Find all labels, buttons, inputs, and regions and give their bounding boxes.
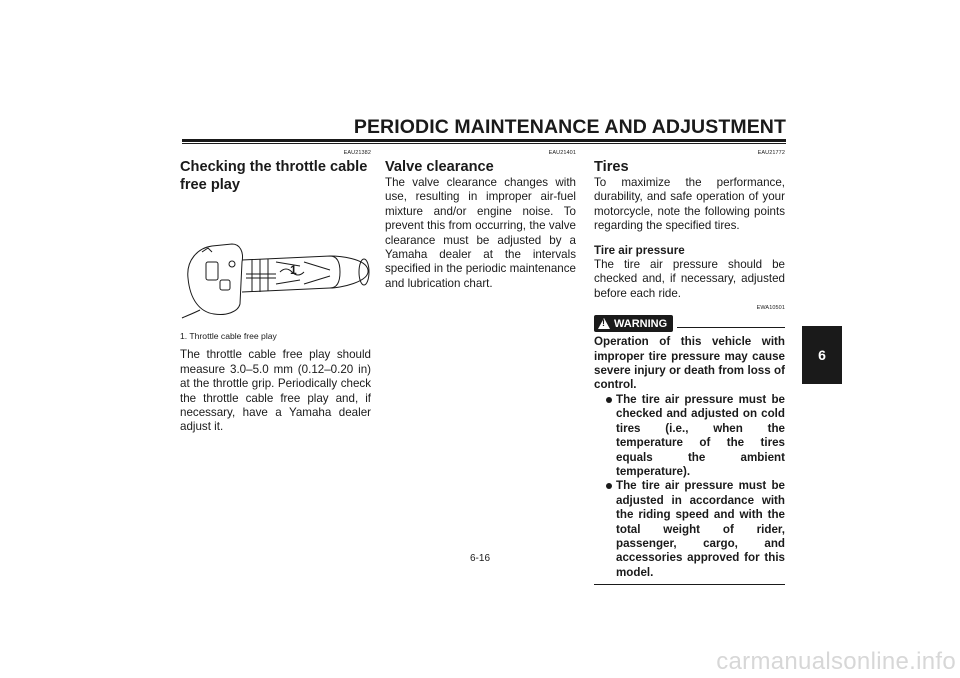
header-rule-thin — [182, 143, 786, 144]
page-title: PERIODIC MAINTENANCE AND ADJUSTMENT — [353, 116, 786, 138]
warning-header — [594, 315, 785, 332]
section-body: The valve clearance changes with use, resulting in improper air-fuel mixture and/or engine noise. To prevent this from occurring, the valve clearance must be adjusted by a Yamaha dealer at the intervals specified in the periodic maintenance and lubrication chart. — [385, 176, 576, 290]
subsection-body: The tire air pressure should be checked and, if necessary, adjusted before each ride. — [594, 258, 785, 300]
section-body: The throttle cable free play should measure 3.0–5.0 mm (0.12–0.20 in) at the throttle grip. Periodically check the throttle cable free play and, if necessary, have a Yamaha dealer adjust it. — [180, 348, 371, 434]
warning-end-rule — [594, 584, 785, 585]
section-code: EAU21401 — [548, 150, 576, 156]
throttle-grip-figure — [180, 200, 371, 320]
column-throttle — [180, 150, 371, 435]
section-code: EAU21772 — [757, 150, 785, 156]
list-item: The tire air pressure must be checked and adjusted on cold tires (i.e., when the temperature of the tires equals the ambient temperature). — [606, 393, 785, 479]
chapter-tab: 6 — [802, 326, 842, 384]
warning-label: WARNING — [614, 317, 668, 330]
subsection-heading: Tire air pressure — [594, 243, 685, 257]
section-heading: Tires — [594, 159, 629, 175]
warning-rule — [677, 327, 785, 328]
figure-caption: 1. Throttle cable free play — [180, 331, 277, 342]
section-body: To maximize the performance, durability, and safe operation of your motorcycle, note the following points regarding the specified tires. — [594, 176, 785, 233]
warning-badge — [594, 315, 673, 332]
figure-callout: 1 — [290, 263, 297, 277]
header-rule-thick — [182, 139, 786, 142]
section-heading: Valve clearance — [385, 159, 494, 175]
warning-text: Operation of this vehicle with improper tire pressure may cause severe injury or death from loss of control. — [594, 335, 785, 392]
warning-code: EWA10501 — [756, 305, 785, 312]
warning-triangle-icon — [598, 318, 610, 329]
watermark: carmanualsonline.info — [716, 648, 956, 675]
list-item: The tire air pressure must be adjusted in accordance with the riding speed and with the total weight of rider, passenger, cargo, and accessories approved for this model. — [606, 479, 785, 580]
column-valve — [385, 150, 576, 291]
page-number: 6-16 — [469, 553, 490, 564]
column-tires — [594, 150, 785, 585]
section-code: EAU21382 — [343, 150, 371, 156]
section-heading: Checking the throttle cable free play — [180, 159, 368, 193]
